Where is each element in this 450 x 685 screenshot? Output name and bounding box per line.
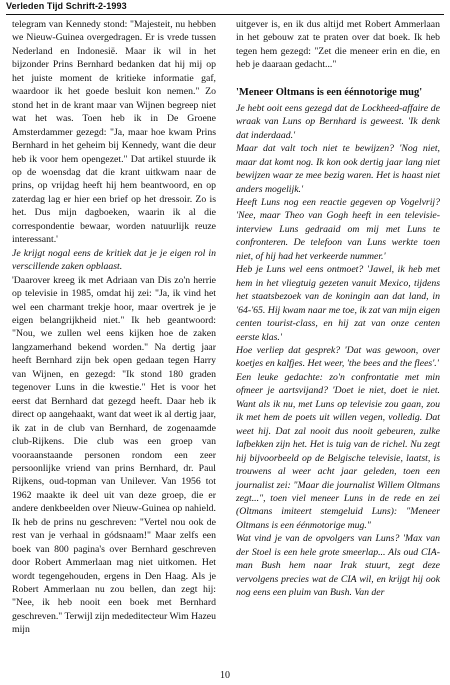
interview-question: Hoe verliep dat gesprek? 'Dat was gewoon, over koetjes en kalfjes. Het weer, 'the bees and the flees'.': [236, 344, 440, 370]
page-number: 10: [220, 670, 230, 681]
interview-question: Maar dat valt toch niet te bewijzen? 'Nog niet, maar dat komt nog. Ik kon ook dertig jaar lang niet bewijzen waar ze mee bezig waren. Het is haast niet anders mogelijk.': [236, 143, 440, 195]
running-head: Verleden Tijd Schrift-2-1993: [6, 1, 127, 11]
interview-question: Je hebt ooit eens gezegd dat de Lockheed-affaire de wraak van Luns op Bernhard is geweest. 'Ik denk dat inderdaad.': [236, 102, 440, 141]
body-paragraph: uitgever is, en ik dus altijd met Robert Ammerlaan in het gebouw zat te praten over dat boek. Ik heb tegen hem gezegd: "Zet die meneer erin en die, en heb je daaraan gedacht...": [236, 19, 440, 71]
header-rule: [6, 1, 444, 15]
body-paragraph: telegram van Kennedy stond: "Majesteit, nu hebben we Nieuw-Guinea overgedragen. Er is vrede tussen Nederland en Indonesië. Maar ik wil in het bijzonder Prins Bernhard bedanken dat hij mij op het juiste moment de kritieke informatie gaf, waardoor ik het goede besluit kon nemen." Zo stond het in de krant maar van Wijnen begreep niet wat het was. Toen heb ik in De Groene Amsterdammer gezegd: "Ja, maar hoe kwam Prins Bernhard in het geheim bij Kennedy, want die deur heb ik voor hem opengezet." Dat artikel stuurde ik op de woensdag dat die krant uitkwam naar de prins, op vrijdag heeft hij hem beantwoord, en op zaterdag lag er hier een brief op het dressoir. Zo is het. Dus mijn dagboeken, waarin ik al die correspondentie bewaar, worden natuurlijk reuze interessant.': [12, 19, 216, 246]
interview-question: Heeft Luns nog een reactie gegeven op Vogelvrij? 'Nee, maar Theo van Gogh heeft in een televisie-interview Luns gedraaid om mij met Luns te confronteren. De telefoon van Luns werkte toen niet, of hij had het verkeerde nummer.': [236, 196, 440, 262]
interview-question: Je krijgt nogal eens de kritiek dat je je eigen rol in verscillende zaken opblaast.: [12, 247, 216, 273]
left-column: [12, 18, 216, 637]
section-heading: 'Meneer Oltmans is een éénnotorige mug': [236, 86, 423, 98]
interview-question: Een leuke gedachte: zo'n confrontatie met min ofmeer je aartsvijand? 'Doet ie niet, doet ie niet. Want als ik nu, met Luns op televisie zou gaan, zou ik met hem de poets uit willen vegen, volledig. Dat weet hij. Dat zal nooit dus nooit gebeuren, zulke lafbekken zijn het. Het is tuig van de richel. Nu zegt hij bijvoorbeeld op de Belgische televisie, laatst, is trouwens al weer acht jaar geleden, toen een journalist zei: "Maar die journalist Willem Oltmans zegt...", toen viel meneer Luns in de rede en zei (Oltmans imiteert stemgeluid Luns): "Meneer Oltmans is een éénmotorige mug.": [236, 371, 440, 531]
body-paragraph: 'Daarover kreeg ik met Adriaan van Dis zo'n herrie op televisie in 1985, omdat hij zei: "Ja, ik vind het wel een charmant trekje hoor, maar overtrek je je eigen belangrijkheid niet." Ik heb geantwoord: "Nou, we zullen wel eens kijken hoe de zaken langzamerhand bekend worden." Na dertig jaar heeft Bernhard zijn bek open gedaan tegen Harry van Wijnen, en gezegd: "Ik stond 180 graden tegenover Luns in die kwestie." Het is voor het eerst dat Bernhard dat gezegd heeft. Daar heb ik direct op aangehaakt, want dat weet ik al dertig jaar, ik zat in de club van Bernhard, de zogenaamde club-Rijkens. Die club was een groep van vooraanstaande personen rondom een zeer persoonlijke vriend van prins Bernhard, dr. Paul Rijkens, oud-topman van Unilever. Van 1956 tot 1962 maakte ik deel uit van deze groep, die er andere denkbeelden over Nieuw-Guinea op nahield. Ik heb de prins nu geschreven: "Vertel nou ook de rest van je verhaal in gódsnaam!" Maar zelfs een boek van 800 pagina's over Bernhard geschreven door Robert Ammerlaan mag niet uitkomen. Het wordt tegengehouden, ergens in Den Haag. Als je Robert Ammerlaan nu zou bellen, dan zegt hij: "Nee, ik heb nooit een boek met Bernhard geschreven." Terwijl zijn mededitecteur Wim Hazeu mijn: [12, 274, 216, 636]
interview-question: Heb je Luns wel eens ontmoet? 'Jawel, ik heb met hem in het vliegtuig gezeten vanuit Mexico, tijdens het staatsbezoek van de koningin aan dat land, in '64-'65. Hij kwam naar me toe, ik zat van mijn eigen centen tourist-class, en hij zat van onze centen eerste klas.': [236, 264, 441, 343]
right-column: [236, 18, 440, 600]
interview-question: Wat vind je van de opvolgers van Luns? 'Max van der Stoel is een hele grote smeerlap... Als oud CIA-man Bush hem naar Irak stuurt, zegt deze vervolgens precies wat de CIA wil, en krijgt hij ook nog eens een pluim van Bush. Van der: [236, 533, 440, 599]
